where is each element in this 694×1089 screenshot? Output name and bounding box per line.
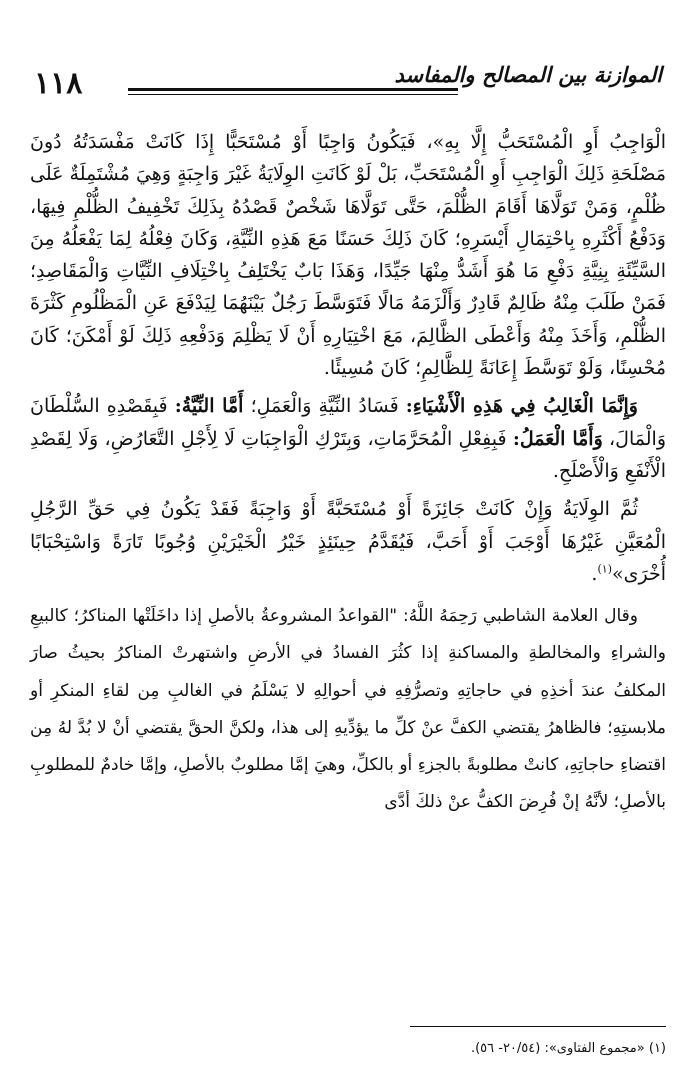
page-number: ١١٨ — [34, 66, 83, 101]
paragraph-2-lead: وَإِنَّمَا الْغَالِبُ فِي هَذِهِ الْأَشْيَاءِ: — [405, 395, 638, 418]
paragraph-3 — [30, 493, 666, 590]
footnote: (١) «مجموع الفتاوى»: (٢٠/٥٤- ٥٦). — [470, 1041, 666, 1056]
paragraph-4-quote: وقال العلامة الشاطبي رَحِمَهُ اللَّهُ: "القواعدُ المشروعةُ بالأصلِ إذا داخَلَتْها المناكرُ؛ كالبيعِ والشراءِ والمخالطةِ والمساكنةِ إذا كثُرَ الفسادُ في الأرضِ واشتهرتْ المناكرُ بحيثُ صارَ المكلفُ عندَ أخذِهِ في حاجاتِهِ وتصرُّفِهِ في أحوالِهِ لا يَسْلَمُ في الغالبِ مِن لقاءِ المنكرِ أو ملابستِهِ؛ فالظاهرُ يقتضي الكفَّ عنْ كلِّ ما يؤدِّيهِ إلى هذا، ولكنَّ الحقَّ يقتضي أنْ لا بُدَّ لهُ مِن اقتضاءِ حاجاتِهِ، كانتْ مطلوبةً بالجزءِ أو بالكلِّ، وهيَ إمَّا مطلوبٌ بالأصلِ، وإمَّا خادمٌ للمطلوبِ بالأصلِ؛ لأنَّهُ إنْ فُرِضَ الكفُّ عنْ ذلكَ أدَّى — [30, 606, 666, 813]
page-header — [28, 60, 668, 108]
header-rule-thin — [128, 94, 458, 95]
paragraph-2-mid2: فَبِقَصْدِهِ السُّلْطَانَ وَالْمَالَ، — [30, 395, 667, 450]
paragraph-2-bold-niyya: أَمَّا النِّيَّةُ: — [174, 395, 244, 418]
paragraph-2 — [30, 390, 666, 487]
main-text — [30, 126, 666, 821]
paragraph-3-end: . — [591, 562, 598, 585]
paragraph-2-bold-amal: وَأَمَّا الْعَمَلُ: — [512, 427, 603, 450]
footnote-reference[interactable]: (١) — [597, 562, 612, 576]
paragraph-3-text: ثُمَّ الوِلَايَةُ وَإِنْ كَانَتْ جَائِزَةً أَوْ مُسْتَحَبَّةً أَوْ وَاجِبَةً فَقَدْ يَكُونُ فِي حَقِّ الرَّجُلِ الْمُعَيَّنِ غَيْرُهَا أَوْجَبَ أَوْ أَحَبَّ، فَيُقَدَّمُ حِينَئِذٍ خَيْرُ الْخَيْرَيْنِ وُجُوبًا تَارَةً وَاسْتِحْبَابًا أُخْرَى» — [30, 498, 666, 585]
paragraph-2-mid1: فَسَادُ النِّيَّةِ وَالْعَمَلِ؛ — [243, 395, 406, 418]
running-title: الموازنة بين المصالح والمفاسد — [394, 62, 662, 87]
footnote-separator — [410, 1026, 666, 1027]
header-rule — [128, 88, 458, 91]
paragraph-1: الْوَاجِبُ أَوِ الْمُسْتَحَبُّ إِلَّا بِهِ»، فَيَكُونُ وَاجِبًا أَوْ مُسْتَحَبًّا إِذَا كَانَتْ مَفْسَدَتُهُ دُونَ مَصْلَحَةِ ذَلِكَ الْوَاجِبِ أَوِ الْمُسْتَحَبِّ، بَلْ لَوْ كَانَتِ الوِلَايَةُ غَيْرَ وَاجِبَةٍ وَهِيَ مُشْتَمِلَةٌ عَلَى ظُلْمٍ، وَمَنْ تَوَلَّاهَا أَقَامَ الظُّلْمَ، حَتَّى تَوَلَّاهَا شَخْصٌ قَصْدُهُ بِذَلِكَ تَخْفِيفُ الظُّلْمِ فِيهَا، وَدَفْعُ أَكْثَرِهِ بِاحْتِمَالِ أَيْسَرِهِ؛ كَانَ ذَلِكَ حَسَنًا مَعَ هَذِهِ النِّيَّةِ، وَكَانَ فِعْلُهُ لِمَا يَفْعَلُهُ مِنَ السَّيِّئَةِ بِنِيَّةِ دَفْعِ مَا هُوَ أَشَدُّ مِنْهَا جَيِّدًا، وَهَذَا بَابٌ يَخْتَلِفُ بِاخْتِلَافِ النِّيَّاتِ وَالْمَقَاصِدِ؛ فَمَنْ طَلَبَ مِنْهُ ظَالِمٌ قَادِرٌ وَأَلْزَمَهُ مَالًا فَتَوَسَّطَ رَجُلٌ بَيْنَهُمَا لِيَدْفَعَ عَنِ الْمَظْلُومِ كَثْرَةَ الظُّلْمِ، وَأَخَذَ مِنْهُ وَأَعْطَى الظَّالِمَ، مَعَ اخْتِيَارِهِ أَنْ لَا يَظْلِمَ وَدَفْعِهِ ذَلِكَ لَوْ أَمْكَنَ؛ كَانَ مُحْسِنًا، وَلَوْ تَوَسَّطَ إِعَانَةً لِلظَّالِمِ؛ كَانَ مُسِيئًا. — [30, 131, 666, 380]
paragraph-2-tail: فَبِفِعْلِ الْمُحَرَّمَاتِ، وَبِتَرْكِ الْوَاجِبَاتِ لَا لِأَجْلِ التَّعَارُضِ، وَلَا لِقَصْدِ الْأَنْفَعِ وَالْأَصْلَحِ. — [30, 427, 666, 482]
